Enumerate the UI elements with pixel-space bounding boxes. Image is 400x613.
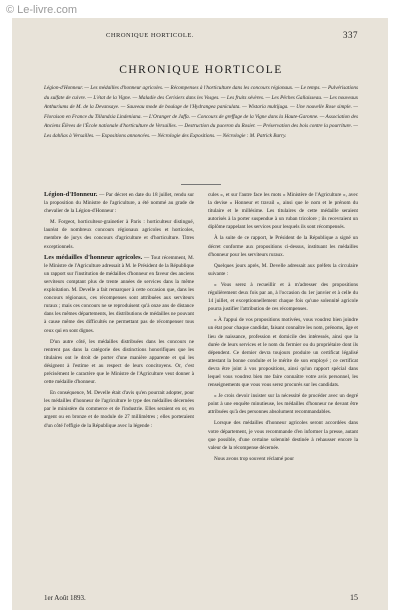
paragraph: Nous avons trop souvent réclamé pour: [214, 455, 294, 462]
paragraph: Quelques jours après, M. Develle adressait aux préfets la circulaire suivante :: [208, 262, 358, 277]
paragraph: Lorsque des médailles d'honneur agricoles seront accordées dans votre département, je vous recommande d'en informer la presse, autant que possible, d'une certaine solennité destinée à rehausser encore la valeur de la récompense décernée.: [208, 420, 358, 451]
running-title: CHRONIQUE HORTICOLE.: [106, 32, 194, 39]
watermark: © Le-livre.com: [6, 4, 78, 16]
article-title: CHRONIQUE HORTICOLE: [119, 64, 283, 76]
signature-mark: 15: [350, 593, 358, 602]
left-column: [44, 191, 194, 466]
article-summary: Légion-d'Honneur. — Les médailles d'honneur agricoles. — Récompenses à l'horticulture dans les concours régionaux. — Le temps. — Pulvérisations du sulfate de cuivre. — L'état de la Vigne. — Maladie des Cerisiers dans les Vosges. — Les fruits sévères. — Les Pêches Gallaisseau. — Les nouveaux Anthuriums de M. de la Devansaye. — Sauveau mode de boulage de l'Hydrangea paniculata. — Wistaria multijuga. — Une nouvelle Rose simple. — Floraison en France du Tillandsia Lindeniana. — L'Oranger de Jaffa. — Concours de greffage de la Vigne dans la Haute-Garonne. — Association des Anciens Élèves de l'École nationale d'horticulture de Versailles. — Destruction du puceron du Rosier. — Préservation des bois contre la pourriture. — Les dahlias à Versailles. — Expositions annoncées. — Nécrologie des Expositions. — Nécrologie : M. Patrick Barry.: [44, 85, 358, 139]
paragraph-text: — Par décret en date du 18 juillet, rendu sur la proposition du Ministre de l'agriculture, a été nommé au grade de chevalier de la Légion-d'Honneur :: [44, 192, 195, 215]
paragraph: M. Forgeot, horticulteur-grainetier à Paris : horticulteur distingué, lauréat de nombreux concours régionaux agricoles et horticoles, membre de jurys des concours d'agriculture et d'horticulture. Titres exceptionnels.: [44, 219, 194, 250]
scanned-page: [12, 18, 388, 610]
paragraph: En conséquence, M. Develle était d'avis qu'en pourrait adopter, pour les médailles d'honneur de l'agriculture le type des médailles décernées par le ministère du commerce et de l'industrie. Elles seraient en or, en argent ou en bronze et de module de 27 millimètres ; elles porteraient d'un côté l'effigie de la République avec la légende :: [44, 390, 194, 429]
paragraph: « Je crois devoir insister sur la nécessité de procéder avec un degré point à une enquête minutieuse, les médailles d'honneur ne devant être attribuées qu'à des personnes absolument recommandables.: [208, 393, 358, 416]
section-heading: Les médailles d'honneur agricoles.: [44, 253, 143, 261]
paragraph: « À l'appui de vos propositions motivées, vous voudrez bien joindre un état pour chaque candidat, faisant connaître les nom, prénoms, âge et lieu de naissance, profession et domicile des intéressés, ainsi que la durée de leurs services et le nom du fermier ou du propriétaire dont ils dépendent. Ce dernier devra toujours produire un certificat légalisé attestant la bonne conduite et le mérite de son employé ; ce certificat devra être joint à vos propositions, ainsi qu'un rapport spécial dans lequel vous voudrez bien me faire connaître votre avis personnel, les renseignements que vous vous serez procurés sur les candidats.: [208, 317, 358, 389]
page-number: 337: [343, 30, 358, 40]
right-column: [208, 191, 358, 466]
paragraph: [44, 254, 194, 335]
two-column-body: [44, 191, 358, 466]
issue-date: 1er Août 1893.: [44, 594, 86, 602]
paragraph: « Vous serez à recueillir et à m'adresser des propositions régulièrement deux fois par an, à l'occasion du 1er janvier et à celle du 14 juillet, et exceptionnellement chaque fois qu'une solennité agricole pourra justifier l'attribution de ces récompenses.: [208, 281, 358, 313]
paragraph: D'un autre côté, les médailles distribuées dans les concours ne rentrent pas dans la catégorie des distinctions honorifiques que les titulaires ont le droit de porter d'une manière apparente et qui les désignent à l'estime et au respect de leurs concitoyens. Or, c'est précisément le caractère que le Ministre de l'Agriculture veut donner à cette médaille d'honneur.: [44, 338, 194, 386]
page-header: [44, 30, 358, 44]
paragraph-text: — Tout récemment, M. le Ministre de l'Agriculture adressait à M. le Président de la République un rapport sur l'institution de médailles d'honneur en faveur des anciens serviteurs comptant plus de trente années de services dans la même exploitation. M. Develle a fait remarquer à cette occasion que, dans les concours régionaux, ces récompenses sont attribuées aux serviteurs ruraux ; mais ces concours ne se reproduisent qu'à onze ans de distance dans les mêmes départements, les distributions de médailles ne pouvant à cause même des difficultés ne permettant pas de récompenser tous ceux qui en sont dignes.: [44, 254, 194, 334]
section-heading: Légion-d'Honneur.: [44, 191, 98, 198]
paragraph: cules », et sur l'autre face les mots « Ministère de l'Agriculture », avec la devise « Honneur et travail », ainsi que le nom et le prénom du titulaire et le millésime. Les titulaires de cette médaille seraient autorisés à la porter suspendue à un ruban tricolore ; ils recevraient un diplôme rappelant les services pour lesquels ils sont récompensés.: [208, 192, 358, 231]
paragraph: [44, 191, 194, 215]
divider: [181, 184, 221, 185]
paragraph: À la suite de ce rapport, le Président de la République a signé un décret conforme aux propositions ci-dessus, instituant les médailles d'honneur pour les serviteurs ruraux.: [208, 235, 358, 258]
